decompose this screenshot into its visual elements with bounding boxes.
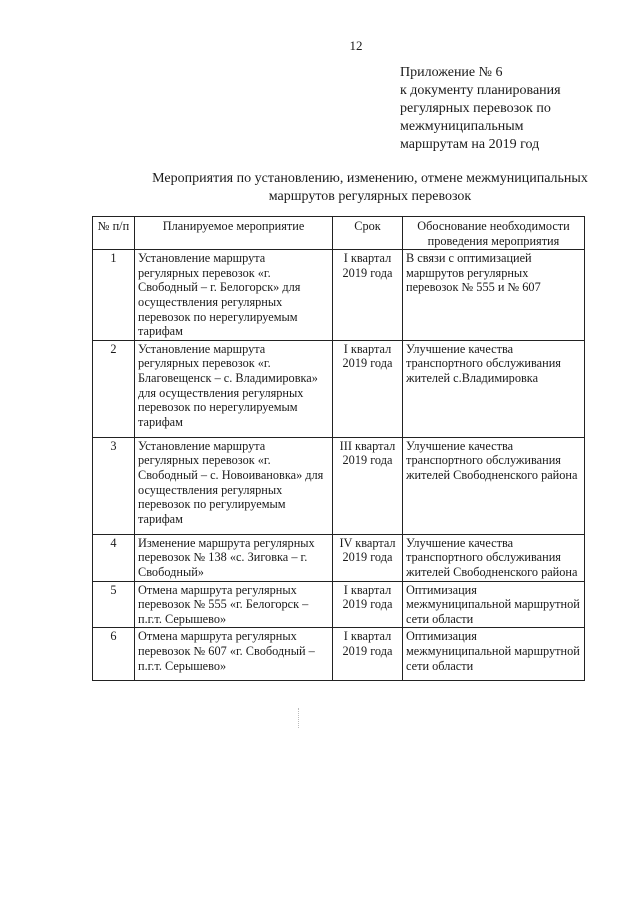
page-number: 12	[349, 38, 363, 53]
table-row	[93, 437, 585, 534]
cell-action: Изменение маршрута регулярных перевозок № 138 «с. Зиговка – г. Свободный»	[135, 534, 333, 581]
table-row	[93, 628, 585, 681]
cell-term: I квартал 2019 года	[333, 340, 403, 437]
events-table	[92, 216, 585, 681]
cell-term: III квартал 2019 года	[333, 437, 403, 534]
cell-term: I квартал 2019 года	[333, 581, 403, 628]
cell-num: 1	[93, 250, 135, 341]
cell-action: Установление маршрута регулярных перевозок «г. Свободный – с. Новоивановка» для осуществления регулярных перевозок по регулируемым тарифам	[135, 437, 333, 534]
cell-reason: Улучшение качества транспортного обслуживания жителей Свободненского района	[403, 534, 585, 581]
header-num: № п/п	[93, 217, 135, 250]
cell-action: Отмена маршрута регулярных перевозок № 607 «г. Свободный – п.г.т. Серышево»	[135, 628, 333, 681]
table-row	[93, 340, 585, 437]
appendix-line: Приложение № 6	[400, 65, 503, 80]
header-term: Срок	[333, 217, 403, 250]
cell-action: Установление маршрута регулярных перевозок «г. Благовещенск – с. Владимировка» для осуществления регулярных перевозок по нерегулируемым тарифам	[135, 340, 333, 437]
header-reason: Обоснование необходимости проведения мероприятия	[403, 217, 585, 250]
cell-term: I квартал 2019 года	[333, 628, 403, 681]
cell-reason: Оптимизация межмуниципальной маршрутной сети области	[403, 581, 585, 628]
cell-num: 6	[93, 628, 135, 681]
appendix-line: регулярных перевозок по	[400, 101, 551, 116]
cell-term: I квартал 2019 года	[333, 250, 403, 341]
cell-term: IV квартал 2019 года	[333, 534, 403, 581]
cell-num: 3	[93, 437, 135, 534]
cell-reason: Улучшение качества транспортного обслуживания жителей с.Владимировка	[403, 340, 585, 437]
table-row	[93, 250, 585, 341]
table-header-row	[93, 217, 585, 250]
cell-action: Отмена маршрута регулярных перевозок № 555 «г. Белогорск – п.г.т. Серышево»	[135, 581, 333, 628]
cell-reason: Улучшение качества транспортного обслуживания жителей Свободненского района	[403, 437, 585, 534]
cell-num: 4	[93, 534, 135, 581]
cell-num: 2	[93, 340, 135, 437]
table-row	[93, 534, 585, 581]
document-title	[110, 170, 630, 206]
header-action: Планируемое мероприятие	[135, 217, 333, 250]
title-line-1: Мероприятия по установлению, изменению, отмене межмуниципальных	[152, 171, 588, 186]
cell-reason: В связи с оптимизацией маршрутов регулярных перевозок № 555 и № 607	[403, 250, 585, 341]
appendix-line: межмуниципальным	[400, 119, 524, 134]
title-line-2: маршрутов регулярных перевозок	[268, 189, 472, 204]
scan-artifact	[298, 708, 300, 728]
table-row	[93, 581, 585, 628]
appendix-line: к документу планирования	[400, 83, 561, 98]
appendix-caption	[400, 64, 630, 154]
cell-action: Установление маршрута регулярных перевозок «г. Свободный – г. Белогорск» для осуществления регулярных перевозок по нерегулируемым тарифам	[135, 250, 333, 341]
appendix-line: маршрутам на 2019 год	[400, 137, 540, 152]
cell-num: 5	[93, 581, 135, 628]
cell-reason: Оптимизация межмуниципальной маршрутной сети области	[403, 628, 585, 681]
